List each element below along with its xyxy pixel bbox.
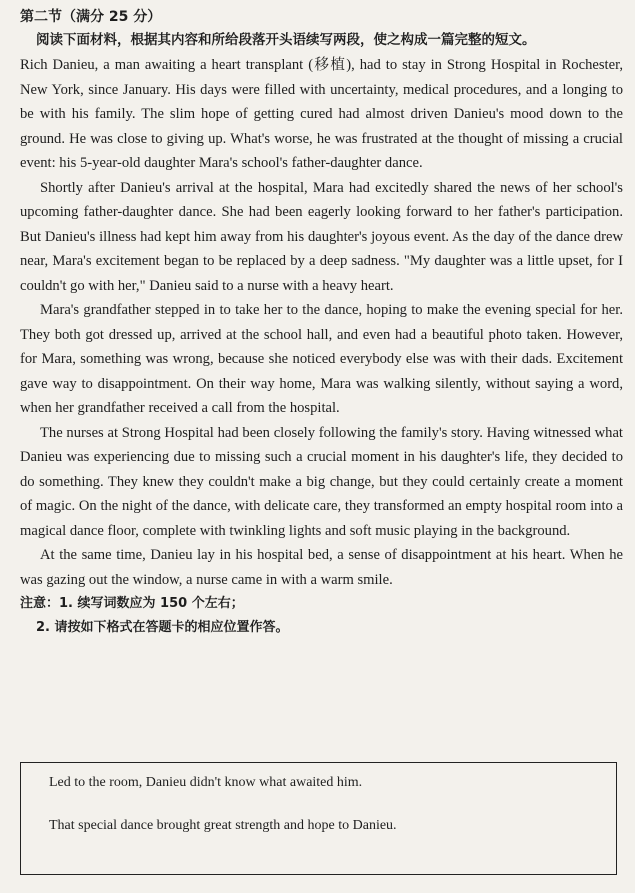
story-text: [20, 53, 623, 592]
note-word-count: 注意：1. 续写词数应为 150 个左右；: [20, 596, 244, 611]
notes: [20, 592, 623, 640]
task-instruction: 阅读下面材料，根据其内容和所给段落开头语续写两段，使之构成一篇完整的短文。: [36, 32, 536, 48]
story-paragraph-1: Rich Danieu, a man awaiting a heart transplant (移植), had to stay in Strong Hospital in Rochester, New York, since January. His days were filled with uncertainty, medical procedures, and a longing to be with his family. The slim hope of getting cured had almost driven Danieu's mood down to the ground. He was close to giving up. What's worse, he was frustrated at the thought of missing a crucial event: his 5-year-old daughter Mara's school's father-daughter dance.: [20, 57, 623, 171]
section-title: 第二节（满分 25 分）: [20, 9, 162, 25]
note-format: 2. 请按如下格式在答题卡的相应位置作答。: [36, 620, 289, 635]
answer-box: [20, 762, 617, 875]
story-paragraph-2: Shortly after Danieu's arrival at the hospital, Mara had excitedly shared the news of her school's upcoming father-daughter dance. She had been eagerly looking forward to her father's participation. But Danieu's illness had kept him away from his daughter's joyous event. As the day of the dance drew near, Mara's excitement began to be replaced by a deep sadness. "My daughter was a little upset, for I couldn't go with her," Danieu said to a nurse with a heavy heart.: [20, 179, 623, 294]
answer-opening-2: That special dance brought great strength and hope to Danieu.: [49, 818, 397, 833]
story-paragraph-4: The nurses at Strong Hospital had been closely following the family's story. Having witnessed what Danieu was experiencing due to missing such a crucial moment in his daughter's life, they decided to do something. They knew they couldn't make a big change, but they could certainly create a moment of magic. On the night of the dance, with delicate care, they transformed an empty hospital room into a magical dance floor, complete with twinkling lights and soft music playing in the background.: [20, 424, 623, 539]
story-paragraph-3: Mara's grandfather stepped in to take her to the dance, hoping to make the evening special for her. They both got dressed up, arrived at the school hall, and even had a beautiful photo taken. However, for Mara, something was wrong, because she noticed everybody else was with their dads. Excitement gave way to disappointment. On their way home, Mara was walking silently, without saying a word, when her grandfather received a call from the hospital.: [20, 302, 623, 416]
answer-opening-1: Led to the room, Danieu didn't know what awaited him.: [49, 775, 363, 790]
story-paragraph-5: At the same time, Danieu lay in his hospital bed, a sense of disappointment at his heart. When he was gazing out the window, a nurse came in with a warm smile.: [20, 547, 623, 588]
